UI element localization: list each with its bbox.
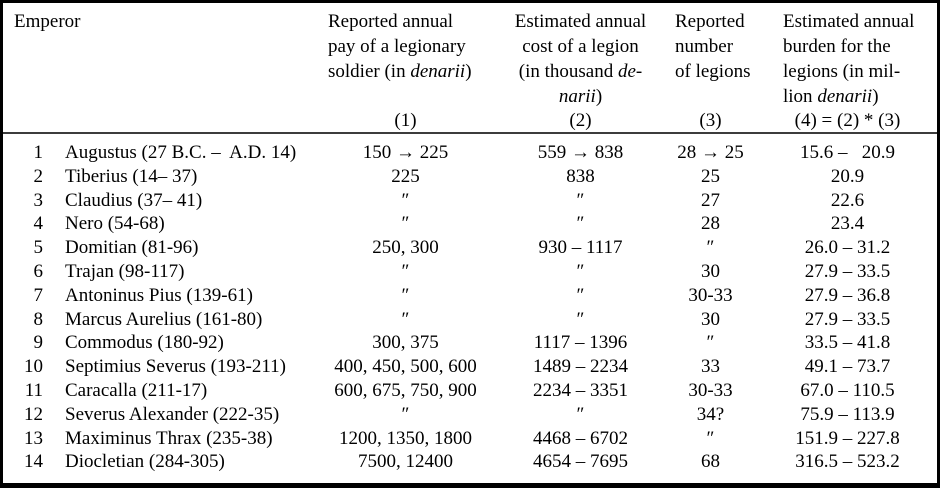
cell-reported-pay: ″ xyxy=(401,260,410,282)
cell-reported-pay: 1200, 1350, 1800 xyxy=(339,427,472,449)
cell-reported-pay: ″ xyxy=(401,403,410,425)
cell-legion-count: 33 xyxy=(701,356,720,378)
cell-total-burden: 151.9 – 227.8 xyxy=(795,427,900,449)
cell-emperor-name: Septimius Severus (193-211) xyxy=(65,356,286,378)
cell-total-burden: 67.0 – 110.5 xyxy=(800,379,895,401)
cell-row-number: 11 xyxy=(24,379,43,401)
cell-legion-cost: 930 – 1117 xyxy=(538,237,623,259)
header-reported-legions-text xyxy=(675,9,758,84)
cell-legion-cost: 559 → 838 xyxy=(537,142,624,163)
cell-row-number: 3 xyxy=(33,189,43,211)
header-col4-number: (4) = (2) * (3) xyxy=(794,110,901,131)
cell-legion-cost: 4654 – 7695 xyxy=(533,451,628,473)
cell-total-burden: 27.9 – 33.5 xyxy=(804,308,891,330)
header-reported-pay-text xyxy=(328,9,498,84)
cell-legion-cost: 1489 – 2234 xyxy=(533,356,628,378)
cell-legion-count: ″ xyxy=(706,332,715,354)
cell-legion-cost: 838 xyxy=(566,165,595,187)
table-row xyxy=(3,403,937,427)
cell-reported-pay: 225 xyxy=(391,165,420,187)
cell-total-burden: 26.0 – 31.2 xyxy=(804,237,891,259)
header-burden-line3: legions (in mil- xyxy=(783,61,901,82)
table-body xyxy=(3,134,937,474)
cell-row-number: 8 xyxy=(33,308,43,330)
cell-row-number: 1 xyxy=(33,142,43,163)
table-row xyxy=(3,141,937,165)
header-col3-number: (3) xyxy=(699,110,722,131)
cell-emperor-name: Trajan (98-117) xyxy=(65,260,185,282)
cell-row-number: 7 xyxy=(33,284,43,306)
header-estimated-burden-text xyxy=(783,9,937,109)
header-reported-pay xyxy=(313,3,498,138)
cell-legion-count: 34? xyxy=(696,403,725,425)
cell-emperor-name: Marcus Aurelius (161-80) xyxy=(65,308,263,330)
cell-row-number: 14 xyxy=(24,451,43,473)
cell-emperor-name: Antoninus Pius (139-61) xyxy=(65,284,253,306)
cell-total-burden: 23.4 xyxy=(830,213,865,235)
cell-legion-cost: ″ xyxy=(576,260,585,282)
cell-emperor-name: Diocletian (284-305) xyxy=(65,451,225,473)
table-header xyxy=(3,3,937,134)
header-col1-number: (1) xyxy=(394,110,417,131)
header-estimated-burden xyxy=(758,3,937,138)
cell-total-burden: 316.5 – 523.2 xyxy=(795,451,900,473)
cell-reported-pay: 400, 450, 500, 600 xyxy=(334,356,477,378)
table-row xyxy=(3,355,937,379)
cell-legion-cost: ″ xyxy=(576,284,585,306)
table-row xyxy=(3,308,937,332)
cell-legion-cost: ″ xyxy=(576,308,585,330)
cell-reported-pay: 300, 375 xyxy=(372,332,439,354)
header-pay-line2: pay of a legionary xyxy=(328,36,466,57)
cell-emperor-name: Caracalla (211-17) xyxy=(65,379,208,401)
cell-legion-count: 68 xyxy=(701,451,720,473)
cell-legion-count: 27 xyxy=(701,189,720,211)
cell-row-number: 10 xyxy=(24,356,43,378)
header-emperor xyxy=(3,3,313,138)
cell-row-number: 5 xyxy=(33,237,43,259)
cell-legion-count: ″ xyxy=(706,427,715,449)
header-pay-line3-pre: soldier (in xyxy=(328,61,411,82)
header-legions-line1: Reported xyxy=(675,11,745,32)
cell-reported-pay: ″ xyxy=(401,213,410,235)
cell-emperor-name: Nero (54-68) xyxy=(65,213,165,235)
header-legions-line2: number xyxy=(675,36,734,57)
header-pay-line3-post: ) xyxy=(465,61,472,82)
table-row xyxy=(3,189,937,213)
header-estimated-cost-text xyxy=(498,9,663,109)
header-emperor-label: Emperor xyxy=(14,11,81,32)
cell-emperor-name: Claudius (37– 41) xyxy=(65,189,203,211)
cell-emperor-name: Domitian (81-96) xyxy=(65,237,199,259)
cell-legion-count: 30-33 xyxy=(688,284,733,306)
cell-row-number: 2 xyxy=(33,165,43,187)
cell-row-number: 12 xyxy=(24,403,43,425)
cell-reported-pay: 600, 675, 750, 900 xyxy=(334,379,477,401)
header-cost-line4-post: ) xyxy=(595,86,603,107)
header-cost-line3-italic: de- xyxy=(617,61,643,82)
cell-legion-count: 30-33 xyxy=(688,379,733,401)
cell-row-number: 13 xyxy=(24,427,43,449)
header-burden-line4 xyxy=(783,84,937,109)
cell-legion-cost: ″ xyxy=(576,403,585,425)
header-reported-legions xyxy=(663,3,758,138)
cell-total-burden: 33.5 – 41.8 xyxy=(804,332,891,354)
header-burden-line4-pre: lion xyxy=(783,86,818,107)
cell-emperor-name: Severus Alexander (222-35) xyxy=(65,403,280,425)
table-row xyxy=(3,450,937,474)
cell-legion-cost: 1117 – 1396 xyxy=(533,332,628,354)
cell-legion-count: 25 xyxy=(701,165,720,187)
cell-legion-cost: 2234 – 3351 xyxy=(533,379,628,401)
table-row xyxy=(3,236,937,260)
cell-reported-pay: 150 → 225 xyxy=(362,142,449,163)
cell-legion-count: 30 xyxy=(701,308,720,330)
cell-emperor-name: Commodus (180-92) xyxy=(65,332,224,354)
cell-legion-cost: 4468 – 6702 xyxy=(533,427,628,449)
cell-emperor-name: Maximinus Thrax (235-38) xyxy=(65,427,273,449)
header-legions-line3: of legions xyxy=(675,61,751,82)
header-cost-line3 xyxy=(498,59,663,84)
cell-legion-count: 30 xyxy=(701,260,720,282)
table-row xyxy=(3,212,937,236)
cell-reported-pay: 250, 300 xyxy=(372,237,439,259)
header-cost-line2: cost of a legion xyxy=(522,36,639,57)
cell-total-burden: 27.9 – 33.5 xyxy=(804,260,891,282)
table-row xyxy=(3,165,937,189)
cell-reported-pay: 7500, 12400 xyxy=(358,451,453,473)
header-pay-line3 xyxy=(328,59,498,84)
cell-legion-count: 28 → 25 xyxy=(677,142,744,163)
cell-legion-count: ″ xyxy=(706,237,715,259)
cell-emperor-name: Augustus (27 B.C. – A.D. 14) xyxy=(65,142,297,163)
cell-reported-pay: ″ xyxy=(401,284,410,306)
cell-reported-pay: ″ xyxy=(401,308,410,330)
cell-row-number: 4 xyxy=(33,213,43,235)
table-row xyxy=(3,284,937,308)
cell-row-number: 6 xyxy=(33,260,43,282)
header-burden-line4-italic: denarii xyxy=(817,86,873,107)
cell-legion-count: 28 xyxy=(701,213,720,235)
table-row xyxy=(3,379,937,403)
header-estimated-cost xyxy=(498,3,663,138)
cell-total-burden: 22.6 xyxy=(830,189,865,211)
header-cost-line3-pre: (in thousand xyxy=(518,61,618,82)
cell-total-burden: 27.9 – 36.8 xyxy=(804,284,891,306)
header-burden-line2: burden for the xyxy=(783,36,891,57)
table-row xyxy=(3,427,937,451)
cell-reported-pay: ″ xyxy=(401,189,410,211)
header-burden-line4-post: ) xyxy=(872,86,879,107)
header-pay-line1: Reported annual xyxy=(328,11,454,32)
cell-total-burden: 20.9 xyxy=(830,165,865,187)
table-row xyxy=(3,260,937,284)
header-burden-line1: Estimated annual xyxy=(783,11,915,32)
cell-total-burden: 15.6 – 20.9 xyxy=(800,142,895,163)
cell-legion-cost: ″ xyxy=(576,213,585,235)
cell-legion-cost: ″ xyxy=(576,189,585,211)
header-cost-line1: Estimated annual xyxy=(514,11,647,32)
header-pay-line3-italic: denarii xyxy=(410,61,466,82)
cell-total-burden: 49.1 – 73.7 xyxy=(804,356,891,378)
header-col2-number: (2) xyxy=(569,110,592,131)
table-row xyxy=(3,331,937,355)
header-cost-line4-italic: narii xyxy=(558,86,596,107)
cell-emperor-name: Tiberius (14– 37) xyxy=(65,165,198,187)
cell-row-number: 9 xyxy=(33,332,43,354)
header-cost-line4 xyxy=(498,84,663,109)
cell-total-burden: 75.9 – 113.9 xyxy=(800,403,895,425)
